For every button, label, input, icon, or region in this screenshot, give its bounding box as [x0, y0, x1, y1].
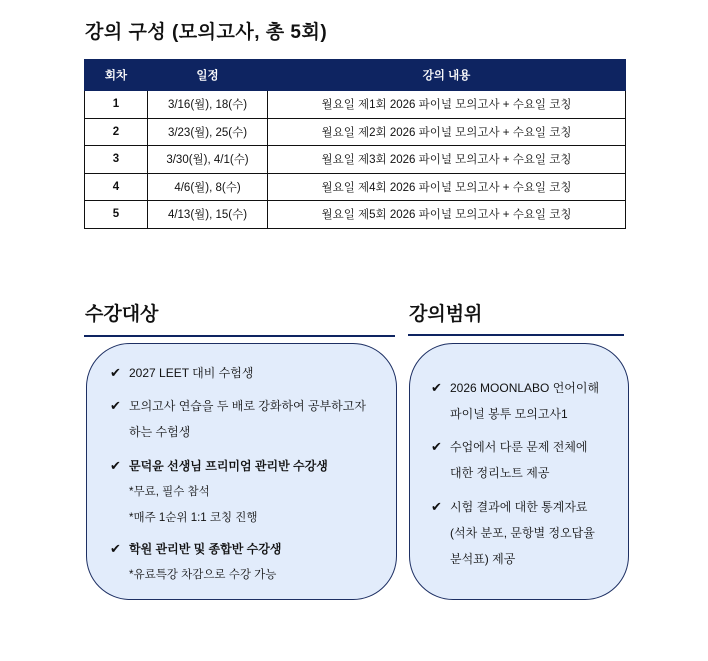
- check-icon: ✔: [431, 380, 442, 395]
- scope-item: ✔ 2026 MOONLABO 언어이해 파이널 봉투 모의고사1: [431, 375, 599, 427]
- content-cell: 월요일 제5회 2026 파이널 모의고사 + 수요일 코칭: [268, 201, 626, 229]
- target-divider: [84, 335, 395, 337]
- scope-item: ✔ 수업에서 다룬 문제 전체에 대한 정리노트 제공: [431, 434, 588, 486]
- check-icon: ✔: [431, 439, 442, 454]
- check-icon: ✔: [110, 398, 121, 413]
- round-cell: 1: [85, 91, 148, 119]
- check-icon: ✔: [110, 365, 121, 380]
- item-note: *무료, 필수 참석: [129, 486, 210, 498]
- target-item: ✔ 학원 관리반 및 종합반 수강생 *유료특강 차감으로 수강 가능: [110, 536, 281, 588]
- target-item: ✔ 2027 LEET 대비 수험생: [110, 360, 253, 386]
- table-row: [85, 91, 626, 119]
- scope-item: ✔ 시험 결과에 대한 통계자료 (석차 분포, 문항별 정오답율 분석표) 제공: [431, 494, 595, 572]
- item-note: *유료특강 차감으로 수강 가능: [129, 569, 277, 581]
- header-date: 일정: [148, 60, 268, 91]
- scope-divider: [408, 334, 624, 336]
- schedule-table: [84, 59, 626, 229]
- date-cell: 3/16(월), 18(수): [148, 91, 268, 119]
- table-row: [85, 201, 626, 229]
- header-content: 강의 내용: [268, 60, 626, 91]
- date-cell: 4/6(월), 8(수): [148, 173, 268, 201]
- content-cell: 월요일 제4회 2026 파이널 모의고사 + 수요일 코칭: [268, 173, 626, 201]
- content-cell: 월요일 제1회 2026 파이널 모의고사 + 수요일 코칭: [268, 91, 626, 119]
- table-row: [85, 146, 626, 174]
- check-icon: ✔: [431, 499, 442, 514]
- table-row: [85, 173, 626, 201]
- round-cell: 4: [85, 173, 148, 201]
- target-item: ✔ 모의고사 연습을 두 배로 강화하여 공부하고자 하는 수험생: [110, 393, 366, 445]
- table-row: [85, 118, 626, 146]
- item-note: *매주 1순위 1:1 코칭 진행: [129, 512, 258, 524]
- round-cell: 2: [85, 118, 148, 146]
- content-cell: 월요일 제3회 2026 파이널 모의고사 + 수요일 코칭: [268, 146, 626, 174]
- round-cell: 3: [85, 146, 148, 174]
- header-round: 회차: [85, 60, 148, 91]
- check-icon: ✔: [110, 541, 121, 556]
- date-cell: 4/13(월), 15(수): [148, 201, 268, 229]
- date-cell: 3/30(월), 4/1(수): [148, 146, 268, 174]
- round-cell: 5: [85, 201, 148, 229]
- page-title: 강의 구성 (모의고사, 총 5회): [85, 22, 328, 43]
- scope-heading: 강의범위: [409, 304, 483, 325]
- content-cell: 월요일 제2회 2026 파이널 모의고사 + 수요일 코칭: [268, 118, 626, 146]
- target-heading: 수강대상: [85, 304, 159, 325]
- date-cell: 3/23(월), 25(수): [148, 118, 268, 146]
- check-icon: ✔: [110, 458, 121, 473]
- target-item: ✔ 문덕윤 선생님 프리미엄 관리반 수강생 *무료, 필수 참석 *매주 1순위 1:1 코칭 진행: [110, 453, 328, 531]
- table-header-row: [85, 60, 626, 91]
